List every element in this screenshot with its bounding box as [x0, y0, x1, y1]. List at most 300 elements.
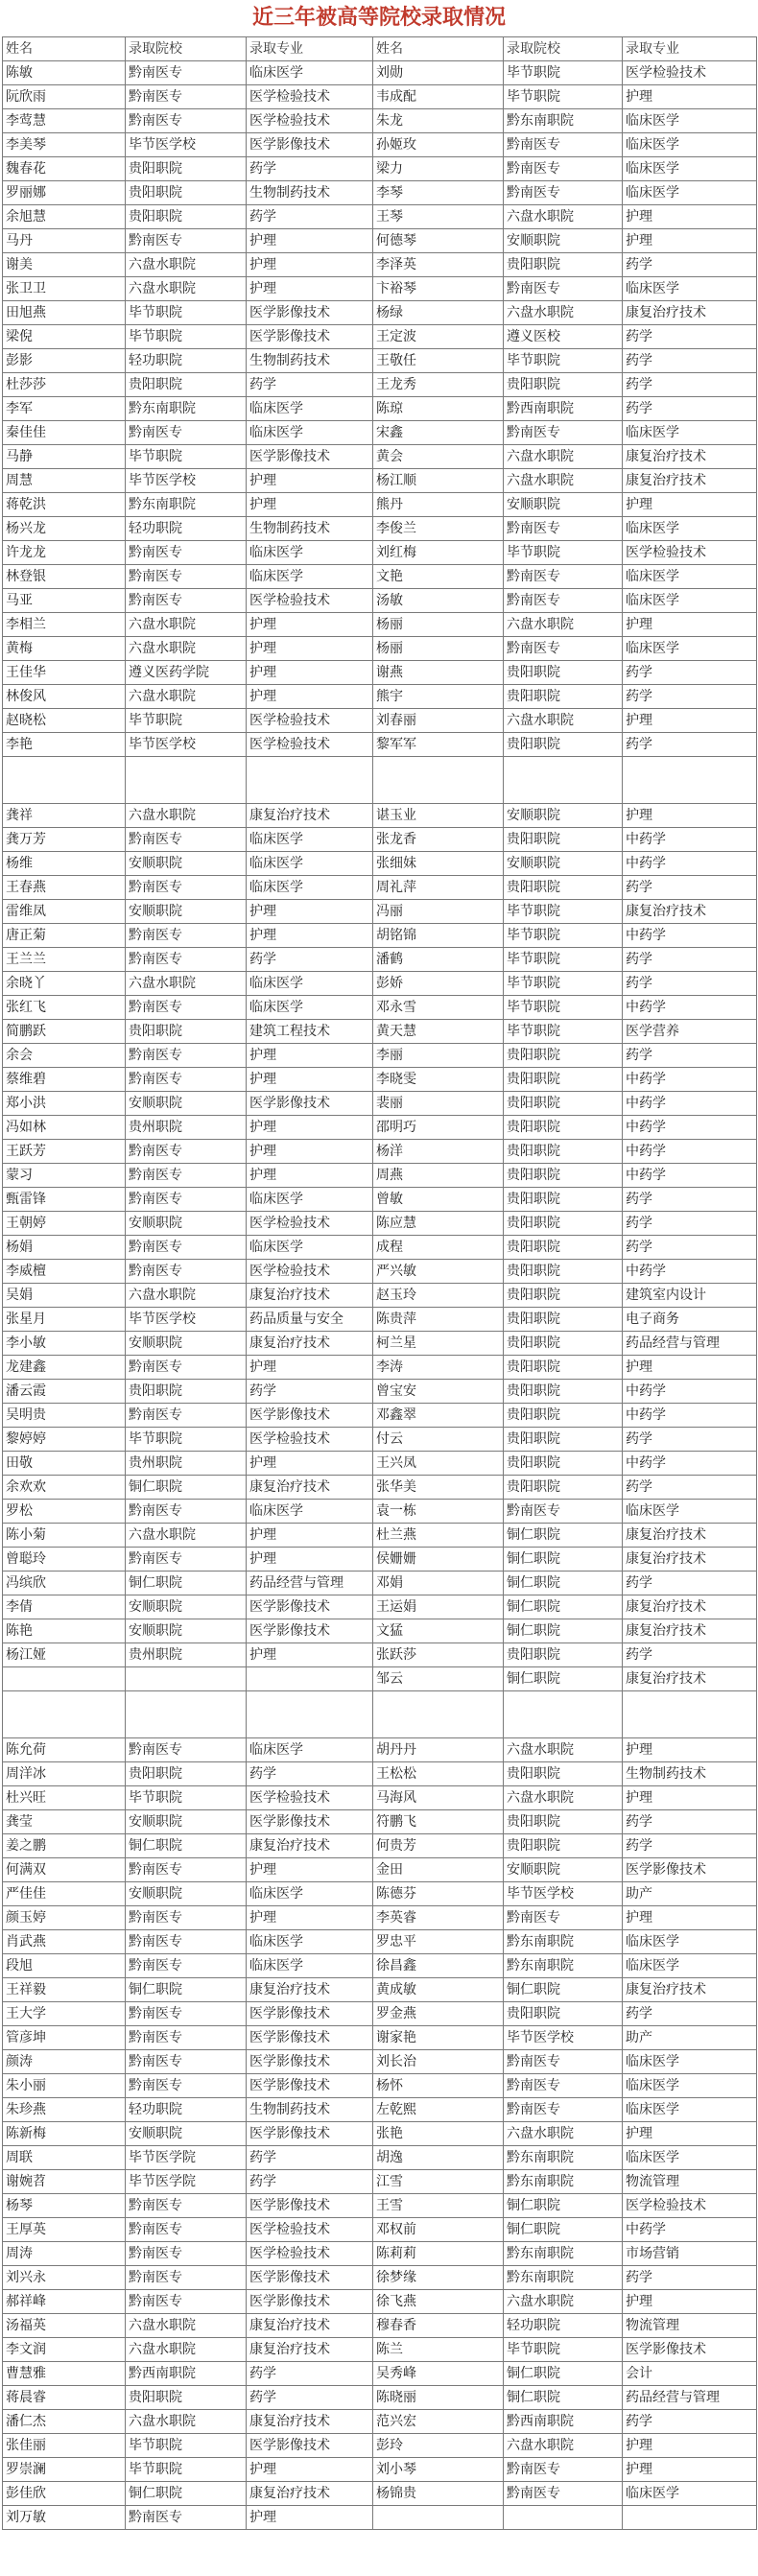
name-cell: 周涛 — [3, 2242, 126, 2266]
school-cell: 六盘水职院 — [504, 2290, 623, 2314]
name-cell: 黎婷婷 — [3, 1428, 126, 1452]
table-row — [3, 397, 757, 421]
name-cell: 王祥毅 — [3, 1978, 126, 2002]
table-row — [3, 1500, 757, 1524]
major-cell: 护理 — [247, 637, 373, 661]
major-cell: 康复治疗技术 — [247, 1978, 373, 2002]
school-cell: 毕节职院 — [126, 445, 247, 469]
column-header: 录取专业 — [623, 37, 757, 61]
school-cell: 轻功职院 — [126, 349, 247, 373]
table-row — [3, 2290, 757, 2314]
school-cell: 黔南医专 — [126, 2242, 247, 2266]
name-cell: 赵晓松 — [3, 709, 126, 733]
school-cell: 贵阳职院 — [504, 1236, 623, 1260]
major-cell: 医学影像技术 — [247, 1404, 373, 1428]
school-cell: 黔南医专 — [126, 1260, 247, 1284]
name-cell: 谌玉业 — [373, 804, 504, 828]
major-cell: 康复治疗技术 — [247, 2410, 373, 2434]
name-cell: 赵玉玲 — [373, 1284, 504, 1308]
table-row — [3, 1954, 757, 1978]
table-row — [3, 2050, 757, 2074]
major-cell: 药学 — [247, 157, 373, 181]
major-cell: 康复治疗技术 — [247, 1834, 373, 1858]
name-cell: 杨兴龙 — [3, 517, 126, 541]
school-cell: 黔南医专 — [126, 1236, 247, 1260]
table-row — [3, 1930, 757, 1954]
school-cell: 安顺职院 — [504, 1858, 623, 1882]
major-cell: 护理 — [247, 469, 373, 493]
major-cell: 康复治疗技术 — [623, 445, 757, 469]
name-cell — [3, 1691, 126, 1738]
name-cell: 邓永雪 — [373, 996, 504, 1020]
major-cell: 临床医学 — [247, 1236, 373, 1260]
major-cell: 中药学 — [623, 1068, 757, 1092]
school-cell: 毕节职院 — [126, 301, 247, 325]
school-cell: 安顺职院 — [126, 1810, 247, 1834]
name-cell: 金田 — [373, 1858, 504, 1882]
name-cell: 杨绿 — [373, 301, 504, 325]
major-cell: 医学影像技术 — [247, 1810, 373, 1834]
name-cell: 黎军军 — [373, 733, 504, 757]
school-cell — [504, 2506, 623, 2530]
major-cell: 临床医学 — [623, 1930, 757, 1954]
school-cell: 贵阳职院 — [504, 1284, 623, 1308]
school-cell: 安顺职院 — [504, 804, 623, 828]
school-cell: 贵阳职院 — [504, 876, 623, 900]
major-cell: 康复治疗技术 — [623, 469, 757, 493]
school-cell: 贵州职院 — [126, 1116, 247, 1140]
major-cell: 护理 — [247, 277, 373, 301]
school-cell: 贵阳职院 — [504, 1260, 623, 1284]
name-cell: 谢燕 — [373, 661, 504, 685]
table-row — [3, 1044, 757, 1068]
name-cell: 曹慧雅 — [3, 2362, 126, 2386]
major-cell: 医学影像技术 — [623, 2338, 757, 2362]
name-cell: 秦佳佳 — [3, 421, 126, 445]
table-row — [3, 948, 757, 972]
major-cell: 护理 — [247, 1524, 373, 1548]
major-cell: 护理 — [247, 1140, 373, 1164]
school-cell: 贵阳职院 — [504, 1308, 623, 1332]
major-cell: 药学 — [247, 2170, 373, 2194]
major-cell: 临床医学 — [623, 1954, 757, 1978]
table-row — [3, 493, 757, 517]
name-cell: 杜莎莎 — [3, 373, 126, 397]
table-row — [3, 996, 757, 1020]
major-cell: 医学影像技术 — [247, 2434, 373, 2458]
major-cell: 医学检验技术 — [247, 85, 373, 109]
major-cell: 临床医学 — [623, 2098, 757, 2122]
major-cell: 康复治疗技术 — [247, 2338, 373, 2362]
major-cell: 康复治疗技术 — [623, 1595, 757, 1619]
school-cell: 黔南医专 — [126, 1140, 247, 1164]
major-cell: 医学检验技术 — [247, 709, 373, 733]
school-cell: 毕节医学校 — [504, 2026, 623, 2050]
school-cell: 六盘水职院 — [504, 445, 623, 469]
table-row — [3, 1572, 757, 1595]
table-row — [3, 2386, 757, 2410]
major-cell: 康复治疗技术 — [623, 1524, 757, 1548]
table-row — [3, 2482, 757, 2506]
major-cell: 临床医学 — [247, 1188, 373, 1212]
section-divider-row — [3, 1691, 757, 1738]
name-cell: 冯缤欣 — [3, 1572, 126, 1595]
school-cell: 毕节医学院 — [126, 2146, 247, 2170]
name-cell: 雷维凤 — [3, 900, 126, 924]
school-cell — [126, 1667, 247, 1691]
school-cell: 黔西南职院 — [504, 2410, 623, 2434]
school-cell: 铜仁职院 — [504, 1595, 623, 1619]
table-row — [3, 1452, 757, 1476]
name-cell: 潘云霞 — [3, 1380, 126, 1404]
major-cell: 中药学 — [623, 852, 757, 876]
name-cell: 徐梦缘 — [373, 2266, 504, 2290]
name-cell: 张跃莎 — [373, 1643, 504, 1667]
school-cell: 铜仁职院 — [126, 1476, 247, 1500]
school-cell: 贵阳职院 — [504, 253, 623, 277]
name-cell: 肖武燕 — [3, 1930, 126, 1954]
major-cell: 药学 — [247, 2146, 373, 2170]
school-cell: 黔南医专 — [504, 2050, 623, 2074]
school-cell: 贵阳职院 — [504, 1092, 623, 1116]
table-row — [3, 1236, 757, 1260]
major-cell: 医学检验技术 — [247, 1428, 373, 1452]
name-cell — [3, 1667, 126, 1691]
major-cell: 电子商务 — [623, 1308, 757, 1332]
name-cell: 李俊兰 — [373, 517, 504, 541]
name-cell: 陈允荷 — [3, 1738, 126, 1762]
major-cell: 药学 — [623, 1212, 757, 1236]
major-cell: 临床医学 — [247, 972, 373, 996]
table-row — [3, 876, 757, 900]
column-header: 录取院校 — [126, 37, 247, 61]
name-cell: 余旭慧 — [3, 205, 126, 229]
name-cell: 杨娟 — [3, 1236, 126, 1260]
major-cell: 物流管理 — [623, 2170, 757, 2194]
major-cell: 护理 — [623, 1786, 757, 1810]
major-cell: 临床医学 — [247, 541, 373, 565]
school-cell: 贵阳职院 — [126, 373, 247, 397]
name-cell: 蒋乾洪 — [3, 493, 126, 517]
school-cell: 黔东南职院 — [504, 2146, 623, 2170]
name-cell: 朱龙 — [373, 109, 504, 133]
name-cell: 李小敏 — [3, 1332, 126, 1356]
major-cell: 中药学 — [623, 1260, 757, 1284]
major-cell: 中药学 — [623, 2218, 757, 2242]
table-row — [3, 109, 757, 133]
admissions-table — [2, 36, 757, 2530]
major-cell: 医学影像技术 — [247, 133, 373, 157]
name-cell: 胡铭锦 — [373, 924, 504, 948]
school-cell: 铜仁职院 — [504, 2218, 623, 2242]
school-cell: 贵阳职院 — [504, 1332, 623, 1356]
major-cell: 医学影像技术 — [247, 1092, 373, 1116]
name-cell: 周联 — [3, 2146, 126, 2170]
school-cell: 铜仁职院 — [504, 1548, 623, 1572]
major-cell: 医学影像技术 — [247, 2074, 373, 2098]
table-row — [3, 1356, 757, 1380]
major-cell: 医学检验技术 — [247, 1212, 373, 1236]
name-cell: 杨丽 — [373, 613, 504, 637]
school-cell: 黔南医专 — [126, 828, 247, 852]
table-row — [3, 541, 757, 565]
major-cell: 临床医学 — [623, 589, 757, 613]
name-cell: 李相兰 — [3, 613, 126, 637]
school-cell: 毕节职院 — [126, 709, 247, 733]
name-cell: 龚祥 — [3, 804, 126, 828]
section-divider-row — [3, 757, 757, 804]
name-cell: 李英睿 — [373, 1906, 504, 1930]
name-cell: 周礼萍 — [373, 876, 504, 900]
name-cell: 江雪 — [373, 2170, 504, 2194]
school-cell: 黔南医专 — [126, 1164, 247, 1188]
major-cell: 临床医学 — [623, 181, 757, 205]
school-cell: 毕节职院 — [504, 541, 623, 565]
name-cell: 宋鑫 — [373, 421, 504, 445]
name-cell: 彭娇 — [373, 972, 504, 996]
name-cell: 陈敏 — [3, 61, 126, 85]
table-row — [3, 661, 757, 685]
table-row — [3, 2266, 757, 2290]
table-row — [3, 2314, 757, 2338]
school-cell: 安顺职院 — [504, 493, 623, 517]
major-cell: 医学检验技术 — [247, 1260, 373, 1284]
major-cell: 护理 — [623, 1738, 757, 1762]
name-cell: 谢美 — [3, 253, 126, 277]
major-cell: 中药学 — [623, 1164, 757, 1188]
major-cell: 康复治疗技术 — [623, 1667, 757, 1691]
school-cell: 贵州职院 — [126, 1643, 247, 1667]
major-cell: 医学影像技术 — [247, 1595, 373, 1619]
name-cell: 李军 — [3, 397, 126, 421]
name-cell: 徐昌鑫 — [373, 1954, 504, 1978]
major-cell: 护理 — [247, 1548, 373, 1572]
major-cell: 药学 — [623, 1428, 757, 1452]
name-cell: 符鹏飞 — [373, 1810, 504, 1834]
school-cell: 铜仁职院 — [504, 1978, 623, 2002]
major-cell: 护理 — [623, 205, 757, 229]
major-cell: 护理 — [623, 2434, 757, 2458]
major-cell: 药学 — [247, 205, 373, 229]
school-cell: 黔东南职院 — [504, 1954, 623, 1978]
major-cell: 临床医学 — [247, 1954, 373, 1978]
table-row — [3, 1332, 757, 1356]
name-cell: 张细妹 — [373, 852, 504, 876]
major-cell: 临床医学 — [247, 421, 373, 445]
table-row — [3, 253, 757, 277]
major-cell: 生物制药技术 — [247, 2098, 373, 2122]
name-cell: 魏春花 — [3, 157, 126, 181]
name-cell: 王朝婷 — [3, 1212, 126, 1236]
table-row — [3, 2338, 757, 2362]
table-row — [3, 2242, 757, 2266]
major-cell: 医学影像技术 — [247, 301, 373, 325]
major-cell: 药学 — [623, 349, 757, 373]
school-cell: 黔南医专 — [126, 1858, 247, 1882]
major-cell: 药学 — [623, 253, 757, 277]
name-cell: 郑小洪 — [3, 1092, 126, 1116]
table-row — [3, 852, 757, 876]
school-cell: 铜仁职院 — [504, 2362, 623, 2386]
name-cell: 刘勋 — [373, 61, 504, 85]
name-cell: 马丹 — [3, 229, 126, 253]
major-cell: 临床医学 — [623, 2482, 757, 2506]
name-cell: 吴明贵 — [3, 1404, 126, 1428]
table-row — [3, 277, 757, 301]
major-cell: 药学 — [623, 373, 757, 397]
major-cell: 药学 — [247, 948, 373, 972]
major-cell: 生物制药技术 — [247, 349, 373, 373]
name-cell: 陈应慧 — [373, 1212, 504, 1236]
school-cell: 安顺职院 — [126, 1332, 247, 1356]
name-cell: 成程 — [373, 1236, 504, 1260]
name-cell: 张星月 — [3, 1308, 126, 1332]
school-cell: 铜仁职院 — [504, 2194, 623, 2218]
name-cell: 熊丹 — [373, 493, 504, 517]
name-cell: 王龙秀 — [373, 373, 504, 397]
table-row — [3, 1858, 757, 1882]
major-cell — [623, 757, 757, 804]
table-row — [3, 2026, 757, 2050]
school-cell: 黔东南职院 — [504, 2170, 623, 2194]
name-cell: 黄成敏 — [373, 1978, 504, 2002]
school-cell: 铜仁职院 — [504, 1667, 623, 1691]
school-cell: 黔南医专 — [126, 1906, 247, 1930]
major-cell: 医学影像技术 — [623, 1858, 757, 1882]
school-cell: 黔南医专 — [126, 1188, 247, 1212]
major-cell: 护理 — [247, 1356, 373, 1380]
name-cell: 汤敏 — [373, 589, 504, 613]
name-cell: 王跃芳 — [3, 1140, 126, 1164]
school-cell: 六盘水职院 — [126, 972, 247, 996]
major-cell: 药学 — [623, 2002, 757, 2026]
major-cell: 护理 — [247, 1068, 373, 1092]
major-cell: 助产 — [623, 2026, 757, 2050]
school-cell — [126, 757, 247, 804]
major-cell: 医学检验技术 — [247, 109, 373, 133]
name-cell: 甄雷锋 — [3, 1188, 126, 1212]
name-cell: 袁一栋 — [373, 1500, 504, 1524]
school-cell: 贵阳职院 — [126, 157, 247, 181]
school-cell: 黔南医专 — [126, 1500, 247, 1524]
major-cell: 临床医学 — [247, 565, 373, 589]
name-cell: 何满双 — [3, 1858, 126, 1882]
table-row — [3, 421, 757, 445]
major-cell: 护理 — [623, 2122, 757, 2146]
major-cell: 医学检验技术 — [247, 2218, 373, 2242]
school-cell: 六盘水职院 — [504, 2122, 623, 2146]
school-cell: 黔南医专 — [126, 541, 247, 565]
school-cell: 铜仁职院 — [126, 1978, 247, 2002]
school-cell: 贵阳职院 — [126, 2386, 247, 2410]
name-cell: 姜之鹏 — [3, 1834, 126, 1858]
name-cell: 彭影 — [3, 349, 126, 373]
major-cell: 护理 — [247, 924, 373, 948]
school-cell: 安顺职院 — [126, 1092, 247, 1116]
name-cell: 王佳华 — [3, 661, 126, 685]
school-cell: 贵阳职院 — [504, 661, 623, 685]
table-row — [3, 85, 757, 109]
major-cell: 中药学 — [623, 828, 757, 852]
school-cell: 贵阳职院 — [126, 1020, 247, 1044]
major-cell: 护理 — [247, 1643, 373, 1667]
major-cell: 中药学 — [623, 1452, 757, 1476]
table-row — [3, 1068, 757, 1092]
name-cell: 余会 — [3, 1044, 126, 1068]
table-row — [3, 2434, 757, 2458]
name-cell: 杜兴旺 — [3, 1786, 126, 1810]
school-cell: 贵阳职院 — [504, 373, 623, 397]
name-cell: 李琴 — [373, 181, 504, 205]
name-cell: 孙姬玫 — [373, 133, 504, 157]
name-cell: 陈德芬 — [373, 1882, 504, 1906]
major-cell: 临床医学 — [623, 517, 757, 541]
name-cell: 刘春丽 — [373, 709, 504, 733]
name-cell: 杨丽 — [373, 637, 504, 661]
name-cell: 徐飞燕 — [373, 2290, 504, 2314]
school-cell: 贵阳职院 — [504, 1404, 623, 1428]
school-cell: 贵阳职院 — [504, 1356, 623, 1380]
school-cell: 六盘水职院 — [126, 1284, 247, 1308]
table-row — [3, 2458, 757, 2482]
major-cell: 药学 — [247, 1762, 373, 1786]
name-cell: 吴娟 — [3, 1284, 126, 1308]
name-cell: 蒙习 — [3, 1164, 126, 1188]
major-cell: 临床医学 — [247, 1930, 373, 1954]
name-cell: 王厚英 — [3, 2218, 126, 2242]
school-cell: 轻功职院 — [504, 2314, 623, 2338]
name-cell: 杨江顺 — [373, 469, 504, 493]
table-row — [3, 1404, 757, 1428]
name-cell: 龚万芳 — [3, 828, 126, 852]
school-cell: 六盘水职院 — [504, 301, 623, 325]
school-cell: 黔南医专 — [126, 1356, 247, 1380]
school-cell: 黔南医专 — [504, 157, 623, 181]
school-cell: 黔南医专 — [126, 1404, 247, 1428]
school-cell: 贵阳职院 — [126, 1762, 247, 1786]
school-cell: 黔南医专 — [126, 948, 247, 972]
name-cell: 简鹏跃 — [3, 1020, 126, 1044]
table-row — [3, 733, 757, 757]
table-row — [3, 1667, 757, 1691]
major-cell: 助产 — [623, 1882, 757, 1906]
major-cell: 药学 — [623, 972, 757, 996]
major-cell: 药学 — [247, 373, 373, 397]
column-header: 录取专业 — [247, 37, 373, 61]
school-cell: 黔南医专 — [504, 1500, 623, 1524]
name-cell: 胡逸 — [373, 2146, 504, 2170]
school-cell: 毕节职院 — [504, 924, 623, 948]
school-cell: 毕节职院 — [504, 972, 623, 996]
name-cell: 李晓雯 — [373, 1068, 504, 1092]
major-cell: 护理 — [623, 1356, 757, 1380]
major-cell: 中药学 — [623, 996, 757, 1020]
major-cell: 药学 — [623, 1476, 757, 1500]
name-cell: 黄天慧 — [373, 1020, 504, 1044]
table-row — [3, 613, 757, 637]
school-cell: 黔南医专 — [126, 2026, 247, 2050]
school-cell: 黔南医专 — [126, 85, 247, 109]
table-row — [3, 2074, 757, 2098]
school-cell: 六盘水职院 — [504, 469, 623, 493]
school-cell: 黔南医专 — [126, 876, 247, 900]
school-cell: 贵阳职院 — [504, 1116, 623, 1140]
major-cell: 药学 — [623, 1643, 757, 1667]
table-row — [3, 1786, 757, 1810]
name-cell: 柯兰星 — [373, 1332, 504, 1356]
name-cell: 邓娟 — [373, 1572, 504, 1595]
major-cell: 护理 — [247, 229, 373, 253]
